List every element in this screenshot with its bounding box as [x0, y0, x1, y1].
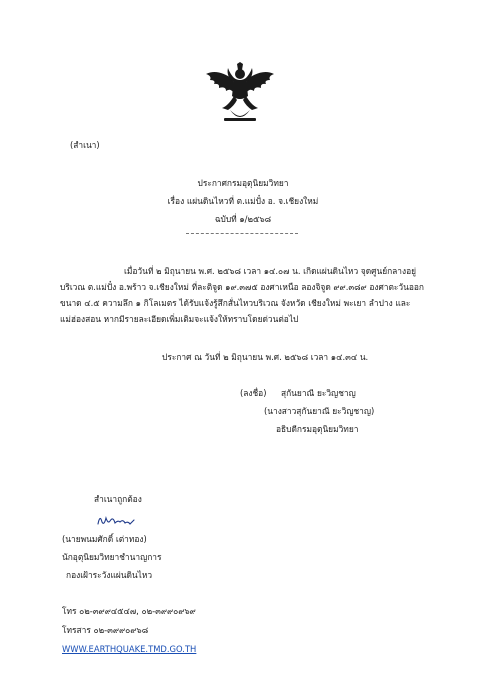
contact-phone: โทร ๐๒-๓๙๙๔๕๔๗, ๐๒-๓๙๙๐๙๖๙: [62, 606, 196, 616]
signed-label: (ลงชื่อ): [240, 388, 267, 398]
certifier-division: กองเฝ้าระวังแผ่นดินไหว: [66, 570, 153, 580]
copy-label: (สำเนา): [70, 140, 100, 150]
title-divider: [186, 233, 298, 234]
body-line-4: แม่ฮ่องสอน หากมีรายละเอียดเพิ่มเติมจะแจ้งให้ทราบโดยด่วนต่อไป: [60, 314, 299, 324]
garuda-emblem: [204, 62, 276, 124]
body-line-1: เมื่อวันที่ ๒ มิถุนายน พ.ศ. ๒๕๖๘ เวลา ๑๔.๐๗ น. เกิดแผ่นดินไหว จุดศูนย์กลางอยู่: [124, 266, 417, 276]
announcement-date: ประกาศ ณ วันที่ ๒ มิถุนายน พ.ศ. ๒๕๖๘ เวลา ๑๔.๓๔ น.: [162, 352, 369, 362]
announcement-subject: เรื่อง แผ่นดินไหวที่ ต.แม่ปั๋ง อ. จ.เชียงใหม่: [167, 196, 319, 206]
announcement-title: ประกาศกรมอุตุนิยมวิทยา: [197, 178, 289, 188]
website-link[interactable]: WWW.EARTHQUAKE.TMD.GO.TH: [62, 644, 197, 654]
body-line-2: บริเวณ ต.แม่ปั๋ง อ.พร้าว จ.เชียงใหม่ ที่ละติจูด ๑๙.๓๗๕ องศาเหนือ ลองจิจูด ๙๙.๓๘๙ องศาตะวันออก: [60, 282, 424, 292]
signer-name: สุกันยาณี ยะวิญชาญ: [281, 388, 356, 398]
certifier-name: (นายพนมศักดิ์ เต่าทอง): [62, 534, 147, 544]
issue-number: ฉบับที่ ๑/๒๕๖๘: [214, 214, 272, 224]
signer-full-name: (นางสาวสุกันยาณี ยะวิญชาญ): [264, 406, 375, 416]
signer-title: อธิบดีกรมอุตุนิยมวิทยา: [276, 424, 359, 434]
body-line-3: ขนาด ๔.๕ ความลึก ๑ กิโลเมตร ได้รับแจ้งรู้สึกสั่นไหวบริเวณ จังหวัด เชียงใหม่ พะเยา ลำปาง และ: [60, 298, 411, 308]
handwritten-signature: [96, 512, 136, 528]
certifier-position: นักอุตุนิยมวิทยาชำนาญการ: [62, 552, 162, 562]
certified-copy-label: สำเนาถูกต้อง: [94, 494, 142, 504]
contact-fax: โทรสาร ๐๒-๓๙๙๐๙๖๘: [62, 625, 149, 635]
